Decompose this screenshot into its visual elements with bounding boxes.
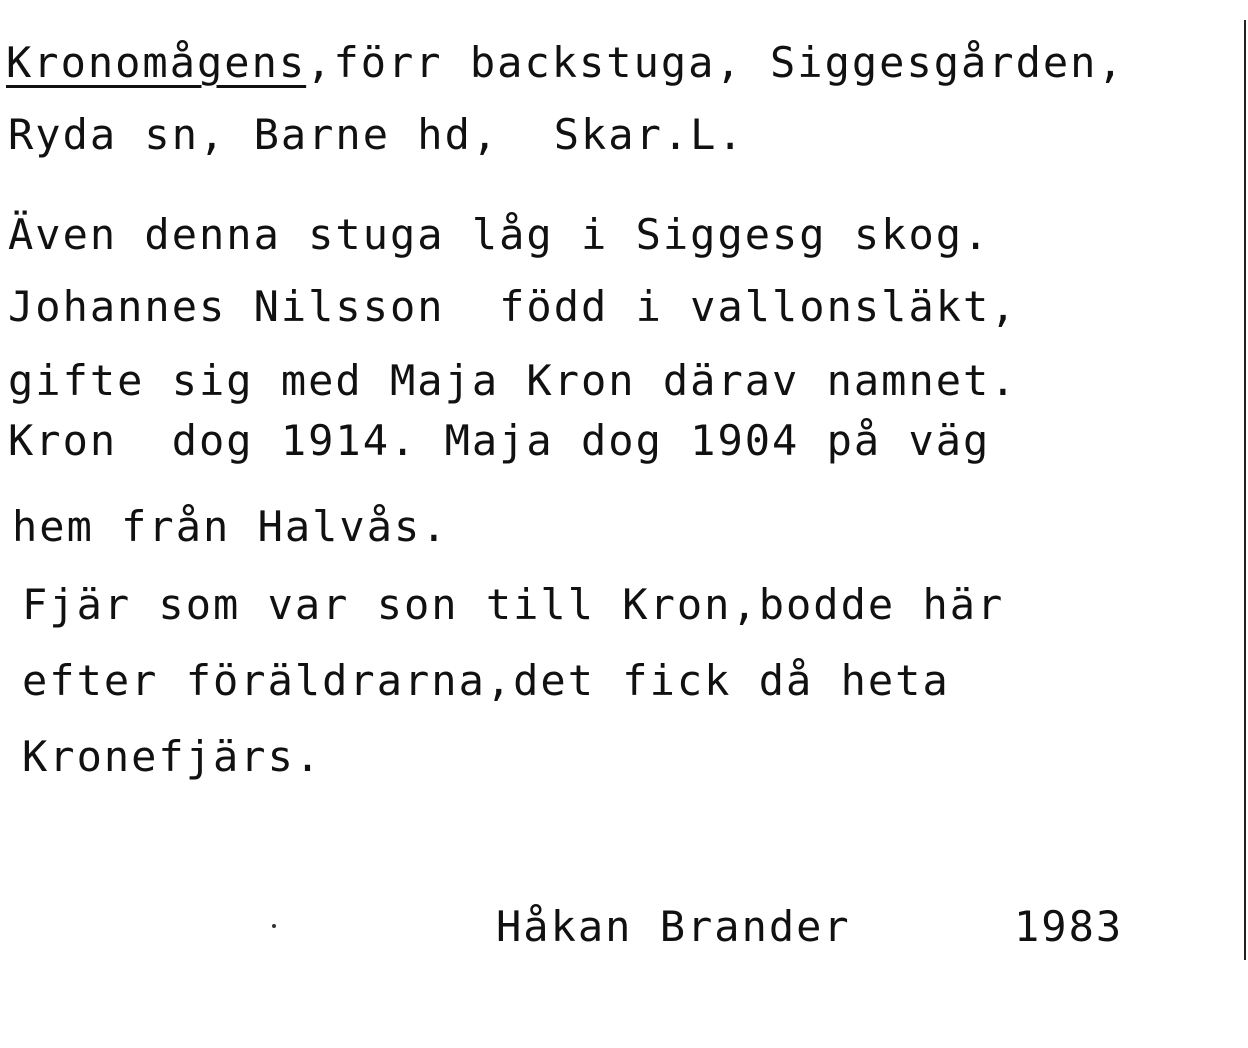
body-line: Johannes Nilsson född i vallonsläkt, [8, 282, 1018, 331]
body-line: gifte sig med Maja Kron därav namnet. [8, 356, 1018, 405]
body-line: Kronefjärs. [22, 732, 323, 781]
body-line: efter föräldrarna,det fick då heta [22, 656, 950, 705]
body-line: Fjär som var son till Kron,bodde här [22, 580, 1005, 629]
heading-word: Kronomågens [6, 38, 307, 87]
card-edge [1244, 20, 1246, 960]
body-line: Även denna stuga låg i Siggesg skog. [8, 210, 991, 259]
heading-rest: ,förr backstuga, Siggesgården, [306, 38, 1125, 87]
author-name: Håkan Brander [496, 902, 851, 951]
body-line: hem från Halvås. [12, 502, 449, 551]
location-line: Ryda sn, Barne hd, Skar.L. [8, 110, 745, 159]
body-line: Kron dog 1914. Maja dog 1904 på väg [8, 416, 991, 465]
signature-year: 1983 [1014, 902, 1124, 951]
stray-mark [272, 924, 276, 928]
heading-line [6, 38, 1125, 87]
